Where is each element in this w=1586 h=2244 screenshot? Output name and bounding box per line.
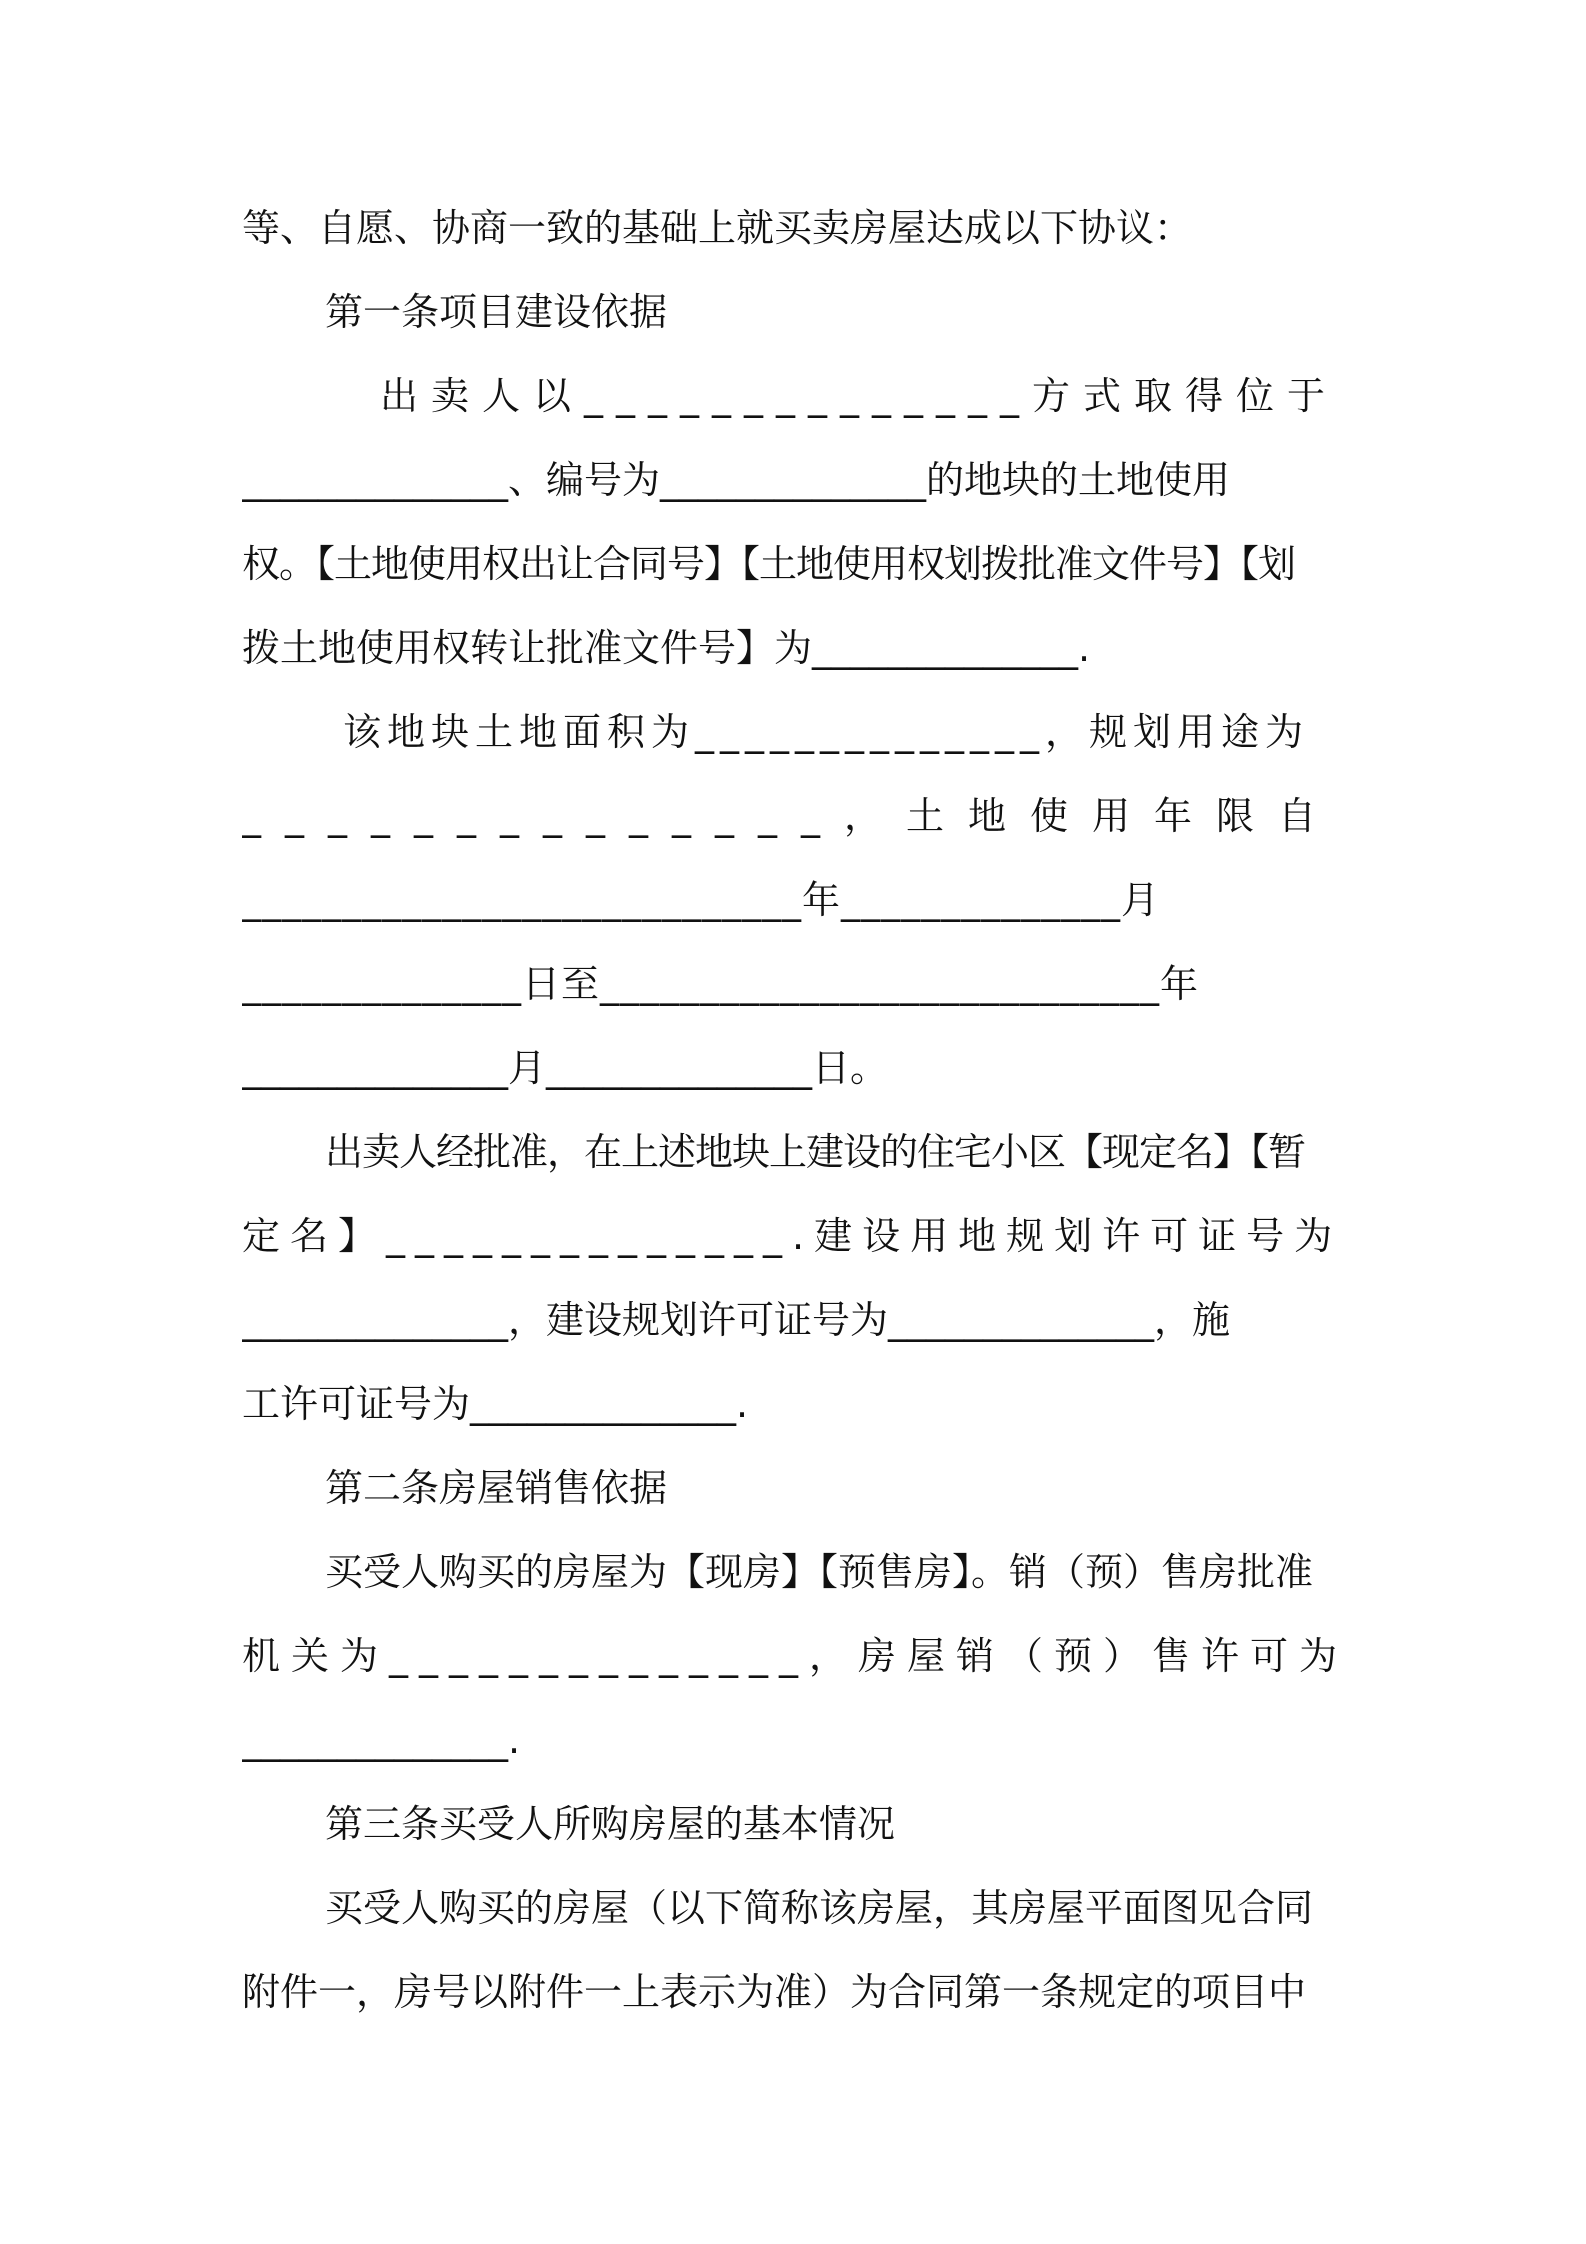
- text-line: ______________，建设规划许可证号为______________，施: [242, 1298, 1231, 1342]
- text-line: ______________月______________日。: [242, 1046, 889, 1090]
- text-line: 定名】______________.建设用地规划许可证号为: [242, 1214, 1343, 1258]
- text-line: ____________________________年______________月: [242, 878, 1161, 922]
- text-line: ______________，土地使用年限自: [242, 794, 1341, 838]
- text-line: 出卖人以______________方式取得位于: [380, 374, 1339, 418]
- text-line: 买受人购买的房屋为【现房】【预售房】。销（预）售房批准: [325, 1550, 1314, 1594]
- text-line: 等、自愿、协商一致的基础上就买卖房屋达成以下协议：: [242, 206, 1193, 250]
- text-line: 买受人购买的房屋（以下简称该房屋，其房屋平面图见合同: [325, 1886, 1314, 1930]
- text-line: 拨土地使用权转让批准文件号】为______________.: [242, 626, 1091, 670]
- section-heading-1: 第一条项目建设依据: [325, 290, 668, 334]
- text-line: 机关为______________，房屋销（预）售许可为: [242, 1634, 1349, 1678]
- text-line: ______________.: [242, 1718, 521, 1762]
- text-line: ______________日至____________________________年: [242, 962, 1200, 1006]
- section-heading-2: 第二条房屋销售依据: [325, 1466, 668, 1510]
- text-line: 该地块土地面积为______________，规划用途为: [343, 710, 1310, 754]
- text-line: 出卖人经批准，在上述地块上建设的住宅小区【现定名】【暂: [325, 1130, 1306, 1174]
- text-line: ______________、编号为______________的地块的土地使用: [242, 458, 1231, 502]
- text-line: 附件一，房号以附件一上表示为准）为合同第一条规定的项目中: [242, 1970, 1307, 2014]
- text-line: 工许可证号为______________.: [242, 1382, 749, 1426]
- section-heading-3: 第三条买受人所购房屋的基本情况: [325, 1802, 896, 1846]
- text-line: 权。【土地使用权出让合同号】【土地使用权划拨批准文件号】【划: [242, 542, 1296, 586]
